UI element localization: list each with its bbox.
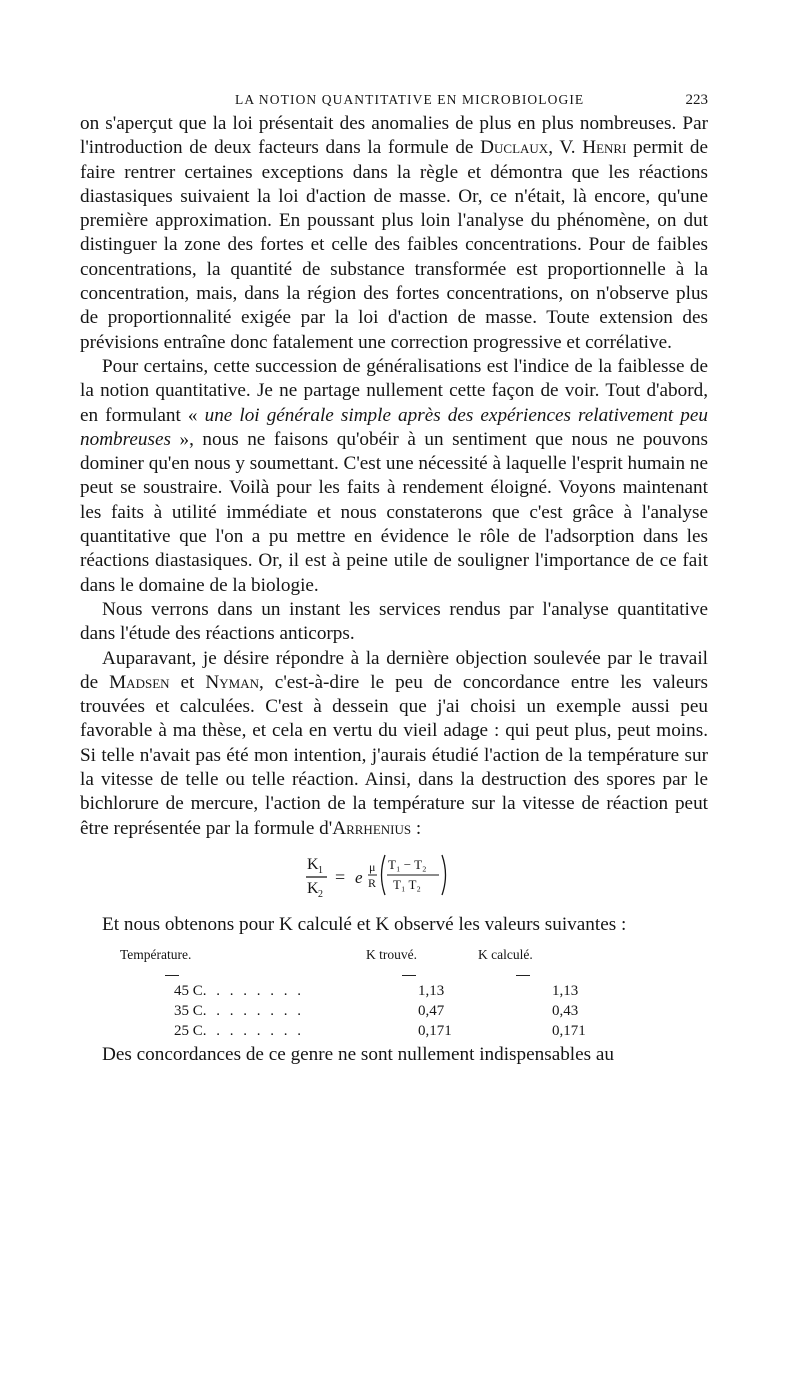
formula-k2-sub: 2 xyxy=(318,888,323,900)
paragraph-4-text-d: : xyxy=(411,817,422,839)
dash-2 xyxy=(402,975,416,976)
table-row xyxy=(80,983,708,1003)
paragraph-4-text-b: et xyxy=(169,671,206,693)
formula-numerator: T₁ − T₂ xyxy=(388,856,427,872)
cell-temp xyxy=(174,1003,304,1020)
paragraph-4-text-a: Auparavant, je désire répondre à la dernière objection soulevée par le travail de xyxy=(80,647,708,693)
formula-denominator: T₁ T₂ xyxy=(393,876,421,892)
temp-value: 45 C xyxy=(174,983,203,1000)
paragraph-1-text-a: on s'aperçut que la loi présentait des anomalies de plus en plus nombreuses. Par l'introduction de deux facteurs dans la formule de xyxy=(80,113,708,159)
formula-left-paren xyxy=(382,855,386,895)
author-name-henri: Henri xyxy=(582,137,627,159)
running-title: LA NOTION QUANTITATIVE EN MICROBIOLOGIE xyxy=(235,92,585,107)
temp-value: 35 C xyxy=(174,1003,203,1020)
temp-value: 25 C xyxy=(174,1023,203,1040)
table-row xyxy=(80,1003,708,1023)
author-name-duclaux: Duclaux xyxy=(480,137,549,159)
cell-calc: 0,171 xyxy=(552,1023,586,1040)
cell-calc: 1,13 xyxy=(552,983,579,1000)
arrhenius-formula xyxy=(80,847,708,909)
author-name-nyman: Nyman xyxy=(205,671,259,693)
paragraph-4-text-c: , c'est-à-dire le peu de concordance entre les valeurs trouvées et calculées. C'est à dessein que j'ai choisi un exemple aussi peu favorable à ma thèse, et cela en vertu du vieil adage : qui peut plus, peut moins. Si telle n'avait pas été mon intention, j'aurais étudié l'action de la température sur la vitesse de telle ou telle réaction. Ainsi, dans la destruction des spores par le bichlorure de mercure, l'action de la température sur la vitesse de réaction peut être représentée par la formule d' xyxy=(80,671,708,839)
running-header xyxy=(80,86,708,112)
table-header-row xyxy=(80,947,708,969)
formula-e: e xyxy=(355,867,363,887)
page-number: 223 xyxy=(685,92,708,108)
formula-R: R xyxy=(368,875,377,890)
paragraph-2 xyxy=(80,355,708,598)
paragraph-2-text-b: », nous ne faisons qu'obéir à un sentiment que nous ne pouvons dominer qu'en nous y soumettant. C'est une nécessité à laquelle l'esprit humain ne peut se soustraire. Voilà pour les faits à rendement éloigné. Voyons maintenant les faits à utilité immédiate et nous constaterons que c'est grâce à l'analyse quantitative que l'on a pu mettre en évidence le rôle de l'adsorption dans les réactions diastasiques. Or, il est à peine utile de souligner l'importance de ce fait dans le domaine de la biologie. xyxy=(80,428,708,596)
header-k-found: K trouvé. xyxy=(366,947,417,963)
paragraph-1-text-c: permit de faire rentrer certaines exceptions dans la règle et démontra que les réactions diastasiques suivaient la loi d'action de masse. Or, ce n'était, là encore, qu'une première approximation. En poussant plus loin l'analyse du phénomène, on dut distinguer la zone des fortes et celle des faibles concentrations. Pour de faibles concentrations, la quantité de substance transformée est proportionnelle à la concentration, mais, dans la région des fortes concentrations, on n'observe plus de proportionnalité exigée par la loi d'action de masse. Toute extension des prévisions entraîne donc fatalement une correction progressive et corrélative. xyxy=(80,137,708,353)
formula-right-paren xyxy=(442,855,446,895)
paragraph-1-text-b: , V. xyxy=(548,137,583,159)
cell-found: 0,171 xyxy=(418,1023,452,1040)
paragraph-2-text-a: Pour certains, cette succession de généralisations est l'indice de la faiblesse de la notion quantitative. Je ne partage nullement cette façon de voir. Tout d'abord, en formulant « xyxy=(80,355,708,426)
author-name-madsen: Madsen xyxy=(109,671,170,693)
formula-equals: = xyxy=(335,866,346,887)
paragraph-6: Des concordances de ce genre ne sont nullement indispensables au xyxy=(102,1044,615,1066)
leader-dots: . . . . . . . . xyxy=(202,1003,305,1020)
values-table xyxy=(80,947,708,1043)
formula-k2: K xyxy=(307,879,319,897)
table-row xyxy=(80,1023,708,1043)
cell-calc: 0,43 xyxy=(552,1003,579,1020)
leader-dots: . . . . . . . . xyxy=(202,983,305,1000)
formula-k1-sub: 1 xyxy=(318,864,323,876)
formula-mu: μ xyxy=(369,859,376,874)
header-dashes xyxy=(80,969,708,983)
paragraph-4 xyxy=(80,647,708,841)
author-name-arrhenius: Arrhenius xyxy=(332,817,412,839)
formula-svg xyxy=(305,847,505,907)
header-temperature: Température. xyxy=(120,947,192,963)
cell-found: 1,13 xyxy=(418,983,445,1000)
paragraph-5: Et nous obtenons pour K calculé et K observé les valeurs suivantes : xyxy=(102,913,627,935)
dash-3 xyxy=(516,975,530,976)
formula-k1: K xyxy=(307,855,319,873)
cell-temp xyxy=(174,983,304,1000)
body-text xyxy=(80,112,708,1068)
leader-dots: . . . . . . . . xyxy=(202,1023,305,1040)
dash-1 xyxy=(165,975,179,976)
header-k-calculated: K calculé. xyxy=(478,947,533,963)
paragraph-3: Nous verrons dans un instant les services rendus par l'analyse quantitative dans l'étude des réactions anticorps. xyxy=(80,598,708,645)
cell-temp xyxy=(174,1023,304,1040)
document-page xyxy=(80,86,708,1068)
cell-found: 0,47 xyxy=(418,1003,445,1020)
quoted-italic-phrase: une loi générale simple après des expériences relativement peu nombreuses xyxy=(80,404,709,450)
paragraph-1 xyxy=(80,112,708,355)
